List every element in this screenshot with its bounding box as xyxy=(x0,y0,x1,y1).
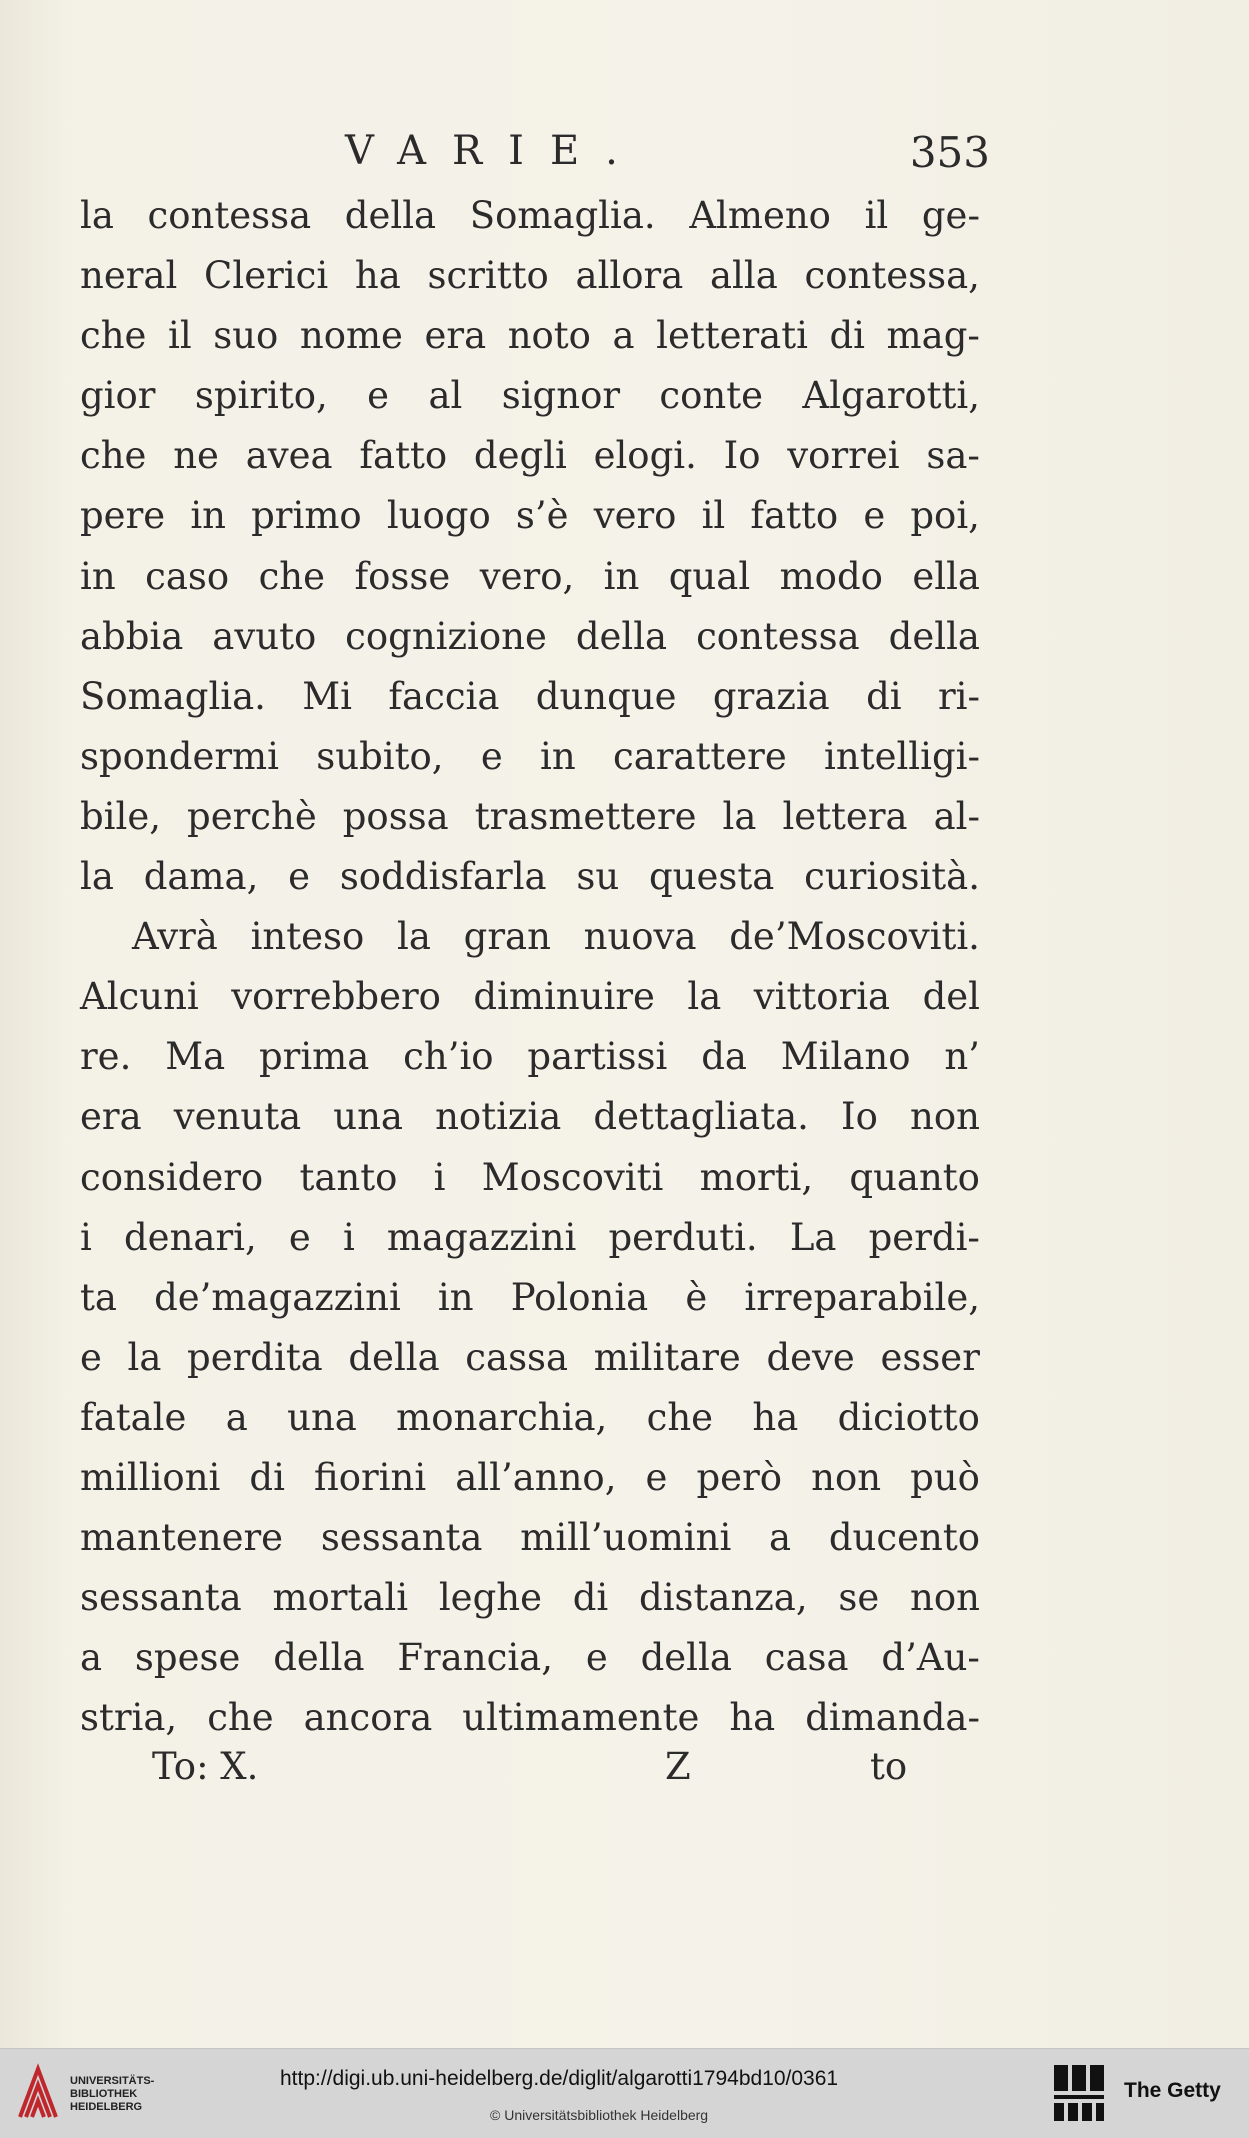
text-line xyxy=(80,727,980,787)
word: caso xyxy=(145,554,230,598)
word: una xyxy=(333,1095,403,1139)
word: n’ xyxy=(944,1035,980,1079)
word: magazzini xyxy=(386,1215,577,1259)
word: i xyxy=(433,1155,446,1199)
word: spirito, xyxy=(194,374,328,418)
text-line xyxy=(80,1688,980,1748)
word: mortali xyxy=(272,1576,409,1620)
word: ultimamente xyxy=(462,1696,700,1740)
word: Alcuni xyxy=(80,975,199,1019)
word: Moscoviti xyxy=(481,1155,664,1199)
word: in xyxy=(540,734,576,778)
word: e xyxy=(367,374,390,418)
word: e xyxy=(288,855,311,899)
text-line xyxy=(80,486,980,546)
word: a xyxy=(80,1636,103,1680)
text-line xyxy=(80,607,980,667)
word: Almeno xyxy=(689,194,831,237)
word: e xyxy=(585,1636,608,1680)
word: vorrebbero xyxy=(231,975,441,1019)
word: cassa xyxy=(465,1335,569,1379)
text-line xyxy=(80,186,980,246)
text-line xyxy=(80,1087,980,1147)
word: Somaglia. xyxy=(80,674,266,718)
word: ha xyxy=(729,1696,776,1740)
word: a xyxy=(769,1516,792,1560)
word: e xyxy=(645,1455,668,1499)
word: che xyxy=(258,554,326,598)
word: ge- xyxy=(921,194,980,237)
word: prima xyxy=(258,1035,370,1079)
word: tanto xyxy=(299,1155,398,1199)
word: e xyxy=(288,1215,311,1259)
text-line xyxy=(80,366,980,426)
word: considero xyxy=(80,1155,264,1199)
word: allora xyxy=(575,254,684,298)
word: dettagliata. xyxy=(593,1095,809,1139)
word: sessanta xyxy=(80,1576,242,1620)
text-line xyxy=(80,1388,980,1448)
word: in xyxy=(80,554,116,598)
word: ha xyxy=(752,1395,799,1439)
text-line xyxy=(80,907,980,967)
word: poi, xyxy=(910,494,980,538)
word: la xyxy=(80,194,114,237)
word: diminuire xyxy=(473,975,655,1019)
word: vero xyxy=(593,494,677,538)
word: bile, xyxy=(80,794,162,838)
word: ta xyxy=(80,1275,117,1319)
word: Avrà xyxy=(132,915,218,959)
word: di xyxy=(572,1576,609,1620)
word: dama, xyxy=(143,855,259,899)
word: pere xyxy=(80,494,166,538)
word: s’è xyxy=(515,494,569,538)
word: a xyxy=(612,314,635,358)
signature: To: X. xyxy=(152,1745,259,1788)
word: de’Moscoviti. xyxy=(729,915,980,959)
copyright-notice: © Universitätsbibliothek Heidelberg xyxy=(490,2107,709,2123)
word: su xyxy=(576,855,620,899)
word: il xyxy=(864,194,889,237)
word: perduti. xyxy=(608,1215,758,1259)
word: la xyxy=(397,915,431,959)
word: questa xyxy=(649,855,775,899)
word: luogo xyxy=(386,494,491,538)
word: della xyxy=(344,194,437,237)
word: fatto xyxy=(750,494,839,538)
word: non xyxy=(910,1576,980,1620)
word: Clerici xyxy=(204,254,329,298)
text-line xyxy=(80,1448,980,1508)
word: de’magazzini xyxy=(154,1275,401,1319)
word: millioni xyxy=(80,1455,221,1499)
word: Milano xyxy=(780,1035,911,1079)
word: re. xyxy=(80,1035,132,1079)
word: perdita xyxy=(187,1335,323,1379)
word: mantenere xyxy=(80,1516,284,1560)
word: e xyxy=(480,734,503,778)
word: che xyxy=(646,1395,714,1439)
viewer-footer-bar xyxy=(0,2048,1249,2138)
word: casa xyxy=(764,1636,849,1680)
word: in xyxy=(190,494,226,538)
text-line xyxy=(80,847,980,907)
text-line xyxy=(80,1328,980,1388)
word: deve xyxy=(766,1335,855,1379)
word: che xyxy=(207,1696,274,1740)
text-line xyxy=(80,306,980,366)
word: soddisfarla xyxy=(339,855,547,899)
word: al- xyxy=(933,794,980,838)
word: modo xyxy=(779,554,883,598)
word: ancora xyxy=(303,1696,433,1740)
word: ri- xyxy=(937,674,980,718)
word: spondermi xyxy=(80,734,279,778)
word: Polonia xyxy=(510,1275,649,1319)
word: la xyxy=(127,1335,162,1379)
text-line xyxy=(80,547,980,607)
word: La xyxy=(789,1215,837,1259)
word: ha xyxy=(354,254,401,298)
word: notizia xyxy=(435,1095,562,1139)
running-head xyxy=(80,128,990,178)
word: subito, xyxy=(316,734,444,778)
word: primo xyxy=(251,494,362,538)
library-logo-icon xyxy=(14,2063,62,2123)
word: è xyxy=(685,1275,708,1319)
word: sa- xyxy=(926,434,980,478)
word: vero, xyxy=(479,554,575,598)
word: abbia xyxy=(80,614,184,658)
text-line xyxy=(80,1148,980,1208)
word: non xyxy=(910,1095,980,1139)
word: mag- xyxy=(886,314,980,358)
word: monarchia, xyxy=(396,1395,608,1439)
word: della xyxy=(273,1636,365,1680)
word: signor xyxy=(501,374,621,418)
word: era xyxy=(80,1095,142,1139)
word: a xyxy=(225,1395,248,1439)
word: ella xyxy=(912,554,980,598)
text-line xyxy=(80,1568,980,1628)
word: intelligi- xyxy=(824,734,980,778)
word: distanza, xyxy=(639,1576,808,1620)
word: la xyxy=(687,975,722,1019)
word: Algarotti, xyxy=(802,374,980,418)
word: leghe xyxy=(438,1576,542,1620)
text-line xyxy=(80,667,980,727)
word: cognizione xyxy=(345,614,547,658)
word: della xyxy=(575,614,668,658)
word: lettera xyxy=(782,794,908,838)
word: avea xyxy=(245,434,333,478)
word: può xyxy=(910,1455,980,1499)
word: vorrei xyxy=(787,434,900,478)
word: Mi xyxy=(302,674,353,718)
signature-mark: Z xyxy=(665,1745,691,1788)
text-line xyxy=(80,1508,980,1568)
word: vittoria xyxy=(753,975,891,1019)
word: noto xyxy=(507,314,591,358)
word: spese xyxy=(134,1636,241,1680)
word: elogi. xyxy=(593,434,697,478)
word: il xyxy=(701,494,726,538)
word: suo xyxy=(213,314,279,358)
word: carattere xyxy=(612,734,787,778)
text-line xyxy=(80,787,980,847)
word: e xyxy=(80,1335,102,1379)
word: alla xyxy=(710,254,778,298)
word: stria, xyxy=(80,1696,178,1740)
word: dimanda- xyxy=(805,1696,980,1740)
word: nuova xyxy=(583,915,697,959)
word: gior xyxy=(80,374,156,418)
word: Io xyxy=(723,434,761,478)
text-line xyxy=(80,426,980,486)
word: avuto xyxy=(212,614,317,658)
word: contessa xyxy=(147,194,312,237)
word: perchè xyxy=(187,794,317,838)
body-text xyxy=(80,186,980,1748)
getty-logo-icon[interactable] xyxy=(1052,2063,1106,2123)
running-head-title: VARIE. xyxy=(345,128,644,174)
word: che xyxy=(80,314,147,358)
word: all’anno, xyxy=(455,1455,617,1499)
permalink-url[interactable]: http://digi.ub.uni-heidelberg.de/diglit/algarotti1794bd10/0361 xyxy=(280,2067,839,2090)
library-logo[interactable] xyxy=(14,2063,174,2123)
word: grazia xyxy=(712,674,830,718)
library-logo-text: UNIVERSITÄTS- BIBLIOTHEK HEIDELBERG xyxy=(70,2075,155,2113)
word: conte xyxy=(659,374,764,418)
word: se xyxy=(838,1576,880,1620)
word: nome xyxy=(299,314,403,358)
word: la xyxy=(722,794,757,838)
word: da xyxy=(701,1035,747,1079)
catchword: to xyxy=(870,1745,908,1788)
word: in xyxy=(603,554,640,598)
word: fosse xyxy=(354,554,451,598)
word: diciotto xyxy=(837,1395,980,1439)
word: ch’io xyxy=(403,1035,494,1079)
word: fatto xyxy=(359,434,448,478)
text-line xyxy=(80,1027,980,1087)
word: possa xyxy=(342,794,449,838)
word: qual xyxy=(668,554,751,598)
word: al xyxy=(428,374,463,418)
partner-name: The Getty xyxy=(1124,2079,1221,2102)
word: mill’uomini xyxy=(520,1516,732,1560)
word: esser xyxy=(880,1335,980,1379)
word: del xyxy=(922,975,980,1019)
word: di xyxy=(249,1455,285,1499)
word: denari, xyxy=(123,1215,257,1259)
word: fatale xyxy=(80,1395,187,1439)
word: Somaglia. xyxy=(469,194,656,237)
word: neral xyxy=(80,254,178,298)
word: contessa, xyxy=(804,254,980,298)
text-line xyxy=(80,1268,980,1328)
word: una xyxy=(287,1395,357,1439)
word: quanto xyxy=(849,1155,980,1199)
word: irreparabile, xyxy=(744,1275,980,1319)
word: di xyxy=(866,674,902,718)
word: i xyxy=(342,1215,355,1259)
page-number: 353 xyxy=(909,128,990,177)
word: della xyxy=(640,1636,732,1680)
word: degli xyxy=(473,434,567,478)
word: era xyxy=(424,314,487,358)
word: scritto xyxy=(427,254,549,298)
word: di xyxy=(829,314,865,358)
word: contessa xyxy=(696,614,860,658)
word: e xyxy=(863,494,886,538)
word: faccia xyxy=(388,674,500,718)
word: della xyxy=(348,1335,440,1379)
word: il xyxy=(168,314,192,358)
word: ducento xyxy=(828,1516,980,1560)
word: la xyxy=(80,855,114,899)
word: che xyxy=(80,434,147,478)
page-footer xyxy=(80,1745,980,1805)
word: partissi xyxy=(527,1035,668,1079)
text-line xyxy=(80,967,980,1027)
word: Francia, xyxy=(397,1636,553,1680)
word: d’Au- xyxy=(881,1636,980,1680)
word: inteso xyxy=(250,915,365,959)
word: morti, xyxy=(699,1155,814,1199)
word: però xyxy=(696,1455,783,1499)
text-line xyxy=(80,1628,980,1688)
word: venuta xyxy=(173,1095,302,1139)
word: della xyxy=(888,614,980,658)
word: fiorini xyxy=(314,1455,427,1499)
word: letterati xyxy=(656,314,808,358)
word: sessanta xyxy=(320,1516,483,1560)
word: Ma xyxy=(165,1035,226,1079)
text-line xyxy=(80,1208,980,1268)
word: gran xyxy=(463,915,551,959)
word: i xyxy=(80,1215,92,1259)
word: ne xyxy=(173,434,219,478)
word: non xyxy=(811,1455,882,1499)
text-line xyxy=(80,246,980,306)
word: trasmettere xyxy=(474,794,697,838)
word: perdi- xyxy=(868,1215,980,1259)
word: dunque xyxy=(535,674,677,718)
word: militare xyxy=(593,1335,741,1379)
word: curiosità. xyxy=(804,855,980,899)
word: in xyxy=(437,1275,474,1319)
word: Io xyxy=(841,1095,878,1139)
